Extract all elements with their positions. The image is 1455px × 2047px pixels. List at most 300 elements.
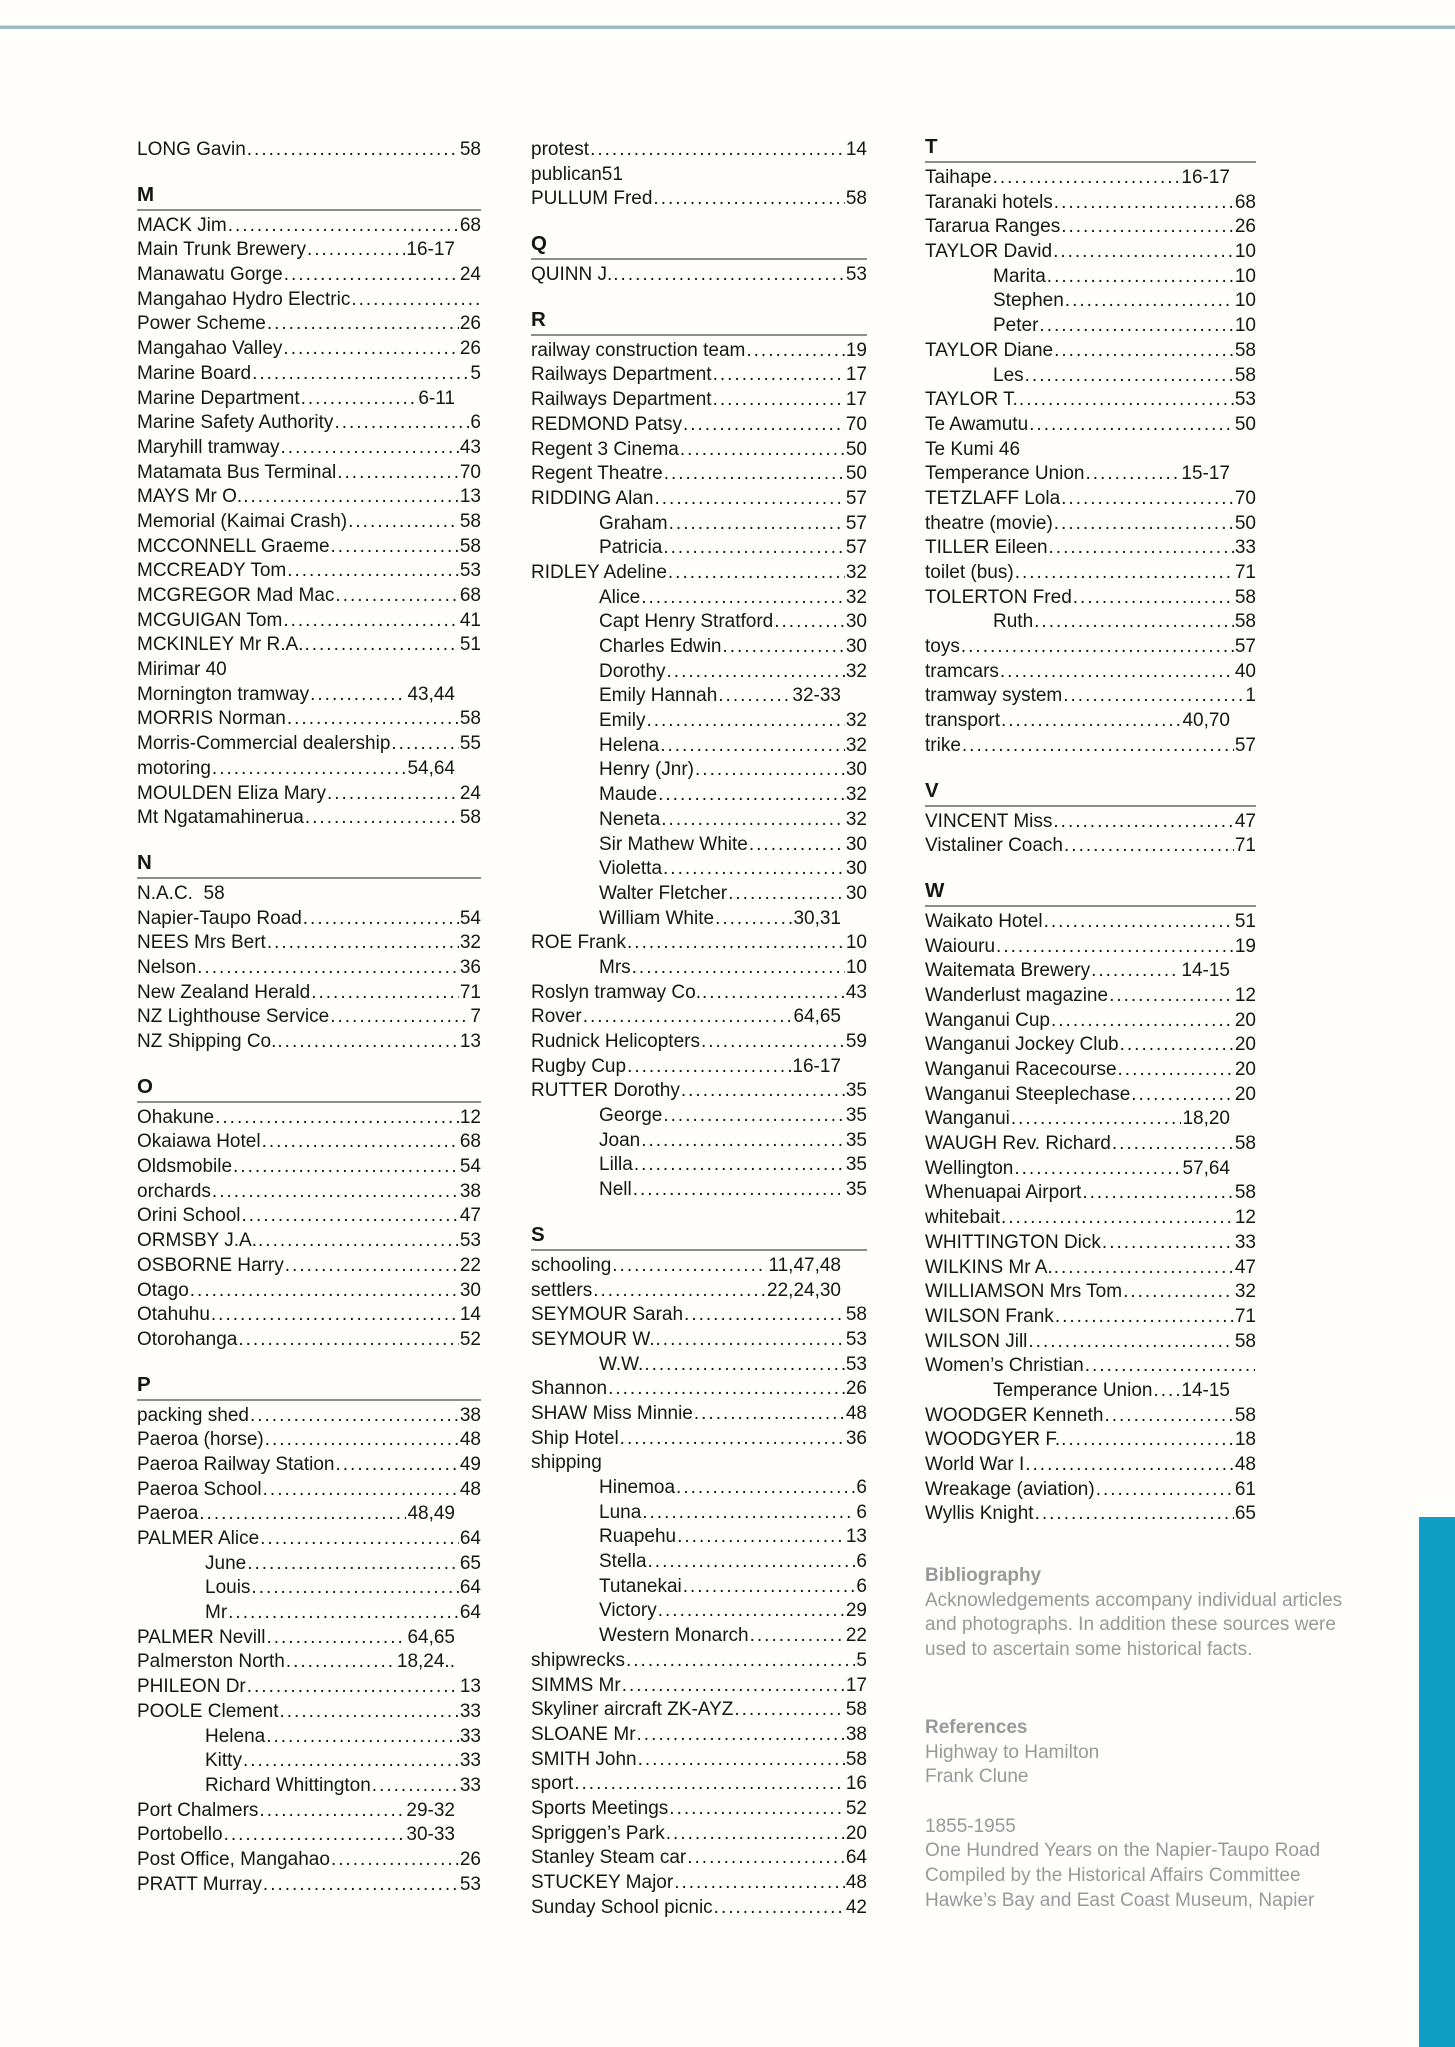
page-number: 52 <box>459 1328 481 1350</box>
entry-text: Taihape <box>925 167 992 188</box>
entry-text: Kitty <box>205 1750 242 1772</box>
index-entry <box>925 1280 1256 1305</box>
dot-leader <box>1054 512 1234 537</box>
entry-text: SEYMOUR Sarah <box>531 1304 684 1326</box>
index-entry <box>531 1550 867 1575</box>
entry-text: ORMSBY J.A. <box>137 1230 258 1252</box>
page-number: 58 <box>459 510 481 532</box>
index-entry <box>531 956 867 981</box>
index-entry <box>137 1030 481 1055</box>
page-number: 13 <box>459 1031 481 1052</box>
dot-leader <box>1104 1404 1233 1429</box>
index-entry <box>531 709 867 734</box>
page-number: 20 <box>1234 1034 1256 1056</box>
entry-text: railway construction team <box>531 339 746 361</box>
page-number: 32 <box>845 710 867 732</box>
page-number: 30-33 <box>406 1824 455 1846</box>
entry-text: RIDDING Alan <box>531 487 654 509</box>
page-number: 58 <box>845 1699 867 1721</box>
index-entry <box>531 512 867 537</box>
page-number: 68 <box>1234 191 1256 213</box>
entry-text: Patricia <box>599 537 663 559</box>
page-number: 32 <box>845 561 867 583</box>
page-number: 12 <box>1234 1207 1256 1229</box>
entry-text: SHAW Miss Minnie <box>531 1402 693 1424</box>
dot-leader <box>304 633 458 658</box>
dot-leader <box>1153 1379 1180 1404</box>
index-entry <box>531 1501 867 1526</box>
index-entry <box>925 339 1256 364</box>
page-number: 30 <box>845 611 867 633</box>
page-number: 12 <box>1234 984 1256 1006</box>
entry-text: Stanley Steam car <box>531 1847 687 1869</box>
dot-leader <box>593 1279 766 1304</box>
index-entry <box>531 1104 867 1129</box>
dot-leader <box>1025 364 1234 389</box>
note-line: Hawke’s Bay and East Coast Museum, Napier <box>925 1889 1315 1911</box>
entry-text: Victory <box>599 1600 657 1622</box>
entry-text: MCGUIGAN Tom <box>137 609 283 631</box>
index-entry <box>925 1033 1256 1058</box>
page-number: 61 <box>1234 1478 1256 1500</box>
entry-text: QUINN J. <box>531 264 613 286</box>
page-number: 10 <box>845 932 867 954</box>
note-heading: Bibliography <box>925 1565 1042 1587</box>
dot-leader <box>1014 1157 1181 1182</box>
entry-text: WAUGH Rev. Richard <box>925 1133 1111 1155</box>
entry-text: Louis <box>205 1577 251 1599</box>
note-line: Compiled by the Historical Affairs Committee <box>925 1865 1301 1887</box>
entry-text: W.W. <box>599 1353 644 1375</box>
entry-text: Roslyn tramway Co. <box>531 981 701 1003</box>
note-line: One Hundred Years on the Napier-Taupo Road <box>925 1840 1321 1862</box>
page-number: 47 <box>459 1205 481 1227</box>
index-entry <box>531 783 867 808</box>
dot-leader <box>351 288 480 313</box>
index-entry <box>137 782 481 807</box>
page-number: 1 <box>1245 685 1256 707</box>
index-entry <box>531 1303 867 1328</box>
dot-leader <box>199 1502 406 1527</box>
entry-text: TAYLOR T. <box>925 389 1018 411</box>
note-line: Frank Clune <box>925 1766 1029 1788</box>
index-entry <box>531 1525 867 1550</box>
dot-leader <box>311 981 459 1006</box>
entry-text: Graham <box>599 512 668 534</box>
index-entry <box>137 1478 481 1503</box>
dot-leader <box>694 1402 845 1427</box>
dot-leader <box>684 1303 845 1328</box>
index-entry <box>925 265 1256 290</box>
index-entry <box>137 683 481 708</box>
page-number: 48 <box>459 1478 481 1500</box>
dot-leader <box>238 1328 459 1353</box>
index-entry <box>925 1428 1256 1453</box>
page-number: 58 <box>1234 1133 1256 1155</box>
dot-leader <box>1091 959 1180 984</box>
index-entry <box>925 586 1256 611</box>
page-number: 16-17 <box>792 1055 841 1077</box>
index-entry <box>925 289 1256 314</box>
index-entry <box>925 984 1256 1009</box>
page-number: 35 <box>845 1080 867 1102</box>
dot-leader <box>260 1527 459 1552</box>
entry-text: Helena <box>205 1725 266 1747</box>
index-entry <box>531 1427 867 1452</box>
dot-leader <box>1054 339 1234 364</box>
page-number: 54 <box>459 1156 481 1178</box>
entry-text: Capt Henry Stratford <box>599 611 774 633</box>
entry-text: WILSON Jill <box>925 1330 1028 1352</box>
index-entry <box>137 956 481 981</box>
entry-text: Okaiawa Hotel <box>137 1131 261 1153</box>
entry-text: TAYLOR Diane <box>925 339 1054 361</box>
dot-leader <box>1001 1206 1234 1231</box>
entry-text: SEYMOUR W. <box>531 1328 655 1350</box>
dot-leader <box>656 1328 845 1353</box>
index-entry <box>531 561 867 586</box>
dot-leader <box>337 461 459 486</box>
index-entry <box>137 1502 481 1527</box>
page-number: 64 <box>459 1577 481 1599</box>
page-number: 58 <box>1234 611 1256 633</box>
index-column-right <box>925 135 1343 1913</box>
page-number: 53 <box>845 1328 867 1350</box>
page-number: 59 <box>845 1031 867 1052</box>
index-entry <box>531 1772 867 1797</box>
page-number: 30,31 <box>793 907 841 929</box>
index-entry <box>531 610 867 635</box>
page-number: 58 <box>845 1304 867 1326</box>
index-entry <box>137 238 481 263</box>
note-bibliography <box>925 1564 1343 1663</box>
dot-leader <box>283 337 458 362</box>
dot-leader <box>259 1799 405 1824</box>
page-number: 5 <box>470 362 481 384</box>
dot-leader <box>669 1797 845 1822</box>
index-entry <box>531 1377 867 1402</box>
index-entry <box>137 931 481 956</box>
entry-text: Tararua Ranges <box>925 216 1061 238</box>
page-number: 58 <box>459 708 481 730</box>
page-number: 51 <box>1234 910 1256 932</box>
dot-leader <box>1053 240 1234 265</box>
page-number: 53 <box>845 1353 867 1375</box>
entry-text: Marine Department <box>137 387 300 409</box>
index-entry <box>137 1576 481 1601</box>
page-number: 70 <box>1234 487 1256 509</box>
index-entry <box>137 1180 481 1205</box>
page-number: 57 <box>1234 734 1256 756</box>
dot-leader <box>242 1204 459 1229</box>
index-entry <box>925 438 1256 463</box>
index-entry <box>531 187 867 212</box>
entry-text: Rugby Cup <box>531 1055 627 1077</box>
entry-text: PALMER Nevill <box>137 1626 266 1648</box>
dot-leader <box>993 166 1181 191</box>
page-number: 17 <box>845 364 867 386</box>
entry-text: TAYLOR David <box>925 241 1053 263</box>
entry-text: Memorial (Kaimai Crash) <box>137 510 348 532</box>
dot-leader <box>1096 1478 1234 1503</box>
page-number: 13 <box>845 1526 867 1548</box>
index-entry <box>925 834 1256 859</box>
entry-text: Main Trunk Brewery <box>137 239 306 261</box>
entry-text: Wanganui <box>925 1108 1010 1130</box>
dot-leader <box>243 1749 459 1774</box>
entry-text: Otago <box>137 1279 189 1301</box>
dot-leader <box>391 732 458 757</box>
index-entry <box>531 734 867 759</box>
entry-text: Marine Safety Authority <box>137 412 334 434</box>
page-number: 53 <box>1234 389 1256 411</box>
index-entry <box>925 1502 1256 1527</box>
page-number: 26 <box>845 1378 867 1400</box>
top-divider-rule <box>0 25 1455 29</box>
page-number: 19 <box>1234 935 1256 957</box>
dot-leader <box>258 1229 459 1254</box>
entry-text: Te Awamutu <box>925 413 1029 435</box>
entry-text: Emily <box>599 710 646 732</box>
page-number: 71 <box>1234 562 1256 583</box>
dot-leader <box>664 462 845 487</box>
index-entry <box>531 536 867 561</box>
page-number: 70 <box>459 461 481 483</box>
index-entry <box>531 1624 867 1649</box>
dot-leader <box>372 1774 459 1799</box>
dot-leader <box>266 1626 406 1651</box>
index-entry <box>925 240 1256 265</box>
entry-text: TILLER Eileen <box>925 537 1048 559</box>
index-entry <box>531 981 867 1006</box>
page-number: 48 <box>1234 1454 1256 1475</box>
dot-leader <box>632 956 845 981</box>
dot-leader <box>728 882 845 907</box>
page-number: 70 <box>845 413 867 435</box>
entry-text: TETZLAFF Lola <box>925 487 1061 509</box>
dot-leader <box>746 339 844 364</box>
page-number: 48 <box>459 1429 481 1451</box>
entry-text: LONG Gavin <box>137 139 246 160</box>
entry-text: MAYS Mr O. <box>137 486 243 508</box>
dot-leader <box>263 1478 459 1503</box>
entry-text: Railways Department <box>531 364 712 386</box>
section-letter-heading: S <box>531 1224 867 1251</box>
index-entry <box>137 1404 481 1429</box>
page-number: 32-33 <box>792 685 841 707</box>
page-number: 14-15 <box>1181 960 1230 982</box>
entry-text: tramcars <box>925 660 999 682</box>
entry-text: PRATT Murray <box>137 1873 262 1895</box>
entry-text: Whenuapai Airport <box>925 1182 1082 1204</box>
dot-leader <box>1082 1181 1234 1206</box>
index-entry <box>531 635 867 660</box>
index-entry <box>925 1453 1256 1478</box>
index-entry <box>137 1303 481 1328</box>
index-entry <box>137 633 481 658</box>
dot-leader <box>1112 1132 1234 1157</box>
page-number: 51 <box>459 634 481 656</box>
index-entry <box>137 1229 481 1254</box>
dot-leader <box>583 1005 793 1030</box>
index-entry <box>137 1601 481 1626</box>
page-number: 6 <box>470 412 481 434</box>
index-entry <box>531 438 867 463</box>
index-entry <box>925 512 1256 537</box>
page-number: 33 <box>1234 1231 1256 1253</box>
index-entry <box>137 707 481 732</box>
section-letter-heading: R <box>531 309 867 336</box>
dot-leader <box>626 1649 855 1674</box>
dot-leader <box>1123 1280 1234 1305</box>
index-entry <box>137 1749 481 1774</box>
page-number: 22 <box>845 1625 867 1647</box>
page-number: 35 <box>845 1129 867 1151</box>
dot-leader <box>301 387 418 412</box>
note-line: Highway to Hamilton <box>925 1741 1100 1763</box>
dot-leader <box>280 1700 459 1725</box>
dot-leader <box>247 1675 459 1700</box>
dot-leader <box>713 363 845 388</box>
entry-text: Tutanekai <box>599 1575 682 1597</box>
page-number: 30 <box>845 858 867 880</box>
entry-text: Vistaliner Coach <box>925 835 1064 857</box>
index-entry <box>137 288 481 313</box>
entry-text: Port Chalmers <box>137 1799 259 1821</box>
entry-text: Dorothy <box>599 660 666 682</box>
index-entry <box>925 191 1256 216</box>
note-line <box>925 1790 1256 1815</box>
index-entry <box>531 1279 867 1304</box>
dot-leader <box>646 709 844 734</box>
page-number: 40 <box>1234 660 1256 682</box>
page-number: 58 <box>845 188 867 210</box>
index-entry <box>925 1478 1256 1503</box>
dot-leader <box>1053 810 1233 835</box>
index-entry <box>925 1379 1256 1404</box>
index-entry <box>531 1649 867 1674</box>
dot-leader <box>644 1353 845 1378</box>
entry-text: Mangahao Hydro Electric <box>137 288 351 310</box>
index-entry <box>531 163 867 188</box>
index-entry <box>137 1453 481 1478</box>
dot-leader <box>336 1453 459 1478</box>
page-number: 6 <box>856 1477 867 1498</box>
index-entry <box>137 609 481 634</box>
entry-text: packing shed <box>137 1404 249 1426</box>
entry-text: Helena <box>599 734 660 756</box>
page-number: 10 <box>1234 315 1256 337</box>
dot-leader <box>267 312 459 337</box>
entry-text: WOODGYER F. <box>925 1429 1061 1451</box>
entry-text: Wanganui Steeplechase <box>925 1083 1131 1105</box>
dot-leader <box>212 1180 459 1205</box>
entry-text: Marita <box>993 265 1046 287</box>
accent-bar <box>1419 1517 1455 2047</box>
page-number: 71 <box>1234 1305 1256 1327</box>
page-number: 65 <box>459 1552 481 1574</box>
index-entry <box>137 1130 481 1155</box>
index-entry <box>137 1873 481 1898</box>
index-entry <box>137 1774 481 1799</box>
index-entry <box>531 1079 867 1104</box>
entry-text: Women’s Christian <box>925 1355 1084 1377</box>
entry-text: Marine Board <box>137 362 252 384</box>
dot-leader <box>637 1723 845 1748</box>
entry-text: Morris-Commercial dealership <box>137 733 391 755</box>
page-number: 20 <box>1234 1083 1256 1105</box>
dot-leader <box>265 1428 459 1453</box>
index-entry <box>137 907 481 932</box>
entry-text: Wreakage (aviation) <box>925 1478 1095 1500</box>
note-line: 1855-1955 <box>925 1815 1016 1837</box>
dot-leader <box>723 635 845 660</box>
index-entry <box>531 1599 867 1624</box>
dot-leader <box>687 1846 845 1871</box>
entry-text: orchards <box>137 1180 211 1202</box>
page-number: 58 <box>1234 586 1256 608</box>
page-number: 43,44 <box>407 683 455 705</box>
entry-text: Oldsmobile <box>137 1156 233 1178</box>
dot-leader <box>327 782 459 807</box>
entry-text: Western Monarch <box>599 1625 749 1647</box>
dot-leader <box>574 1772 845 1797</box>
dot-leader <box>190 1279 459 1304</box>
index-entry <box>531 586 867 611</box>
entry-text: SMITH John <box>531 1748 637 1770</box>
page-number: 20 <box>1234 1059 1256 1080</box>
index-entry <box>531 833 867 858</box>
entry-text: NZ Lighthouse Service <box>137 1006 330 1028</box>
page-number: 6 <box>856 1501 867 1523</box>
entry-text: settlers <box>531 1279 593 1301</box>
entry-text: Railways Department <box>531 389 712 411</box>
page-number: 48,49 <box>407 1503 455 1525</box>
dot-leader <box>283 609 459 634</box>
dot-leader <box>718 684 791 709</box>
index-entry <box>137 1106 481 1131</box>
dot-leader <box>211 1303 459 1328</box>
index-entry <box>137 658 481 683</box>
entry-text: Manawatu Gorge <box>137 264 283 286</box>
page-number: 43 <box>845 981 867 1003</box>
index-entry <box>137 214 481 239</box>
page-number: 16 <box>845 1773 867 1795</box>
dot-leader <box>590 138 845 163</box>
entry-text: Orini School <box>137 1205 241 1227</box>
index-entry <box>137 1848 481 1873</box>
index-entry <box>531 1451 867 1476</box>
page-number: 57 <box>845 512 867 534</box>
index-entry <box>531 1328 867 1353</box>
entry-text: Temperance Union <box>993 1379 1153 1401</box>
page-number: 30 <box>845 636 867 657</box>
dot-leader <box>252 362 469 387</box>
page-number: 14-15 <box>1181 1379 1230 1401</box>
entry-text: MOULDEN Eliza Mary <box>137 782 326 804</box>
entry-text: Maryhill tramway <box>137 436 280 458</box>
dot-leader <box>1102 1231 1234 1256</box>
dot-leader <box>667 660 845 685</box>
index-entry <box>137 1005 481 1030</box>
dot-leader <box>713 388 845 413</box>
dot-leader <box>634 1153 845 1178</box>
entry-text: RUTTER Dorothy <box>531 1080 680 1102</box>
index-entry <box>137 1428 481 1453</box>
dot-leader <box>677 1525 845 1550</box>
dot-leader <box>683 413 845 438</box>
page-number: 30 <box>845 833 867 855</box>
